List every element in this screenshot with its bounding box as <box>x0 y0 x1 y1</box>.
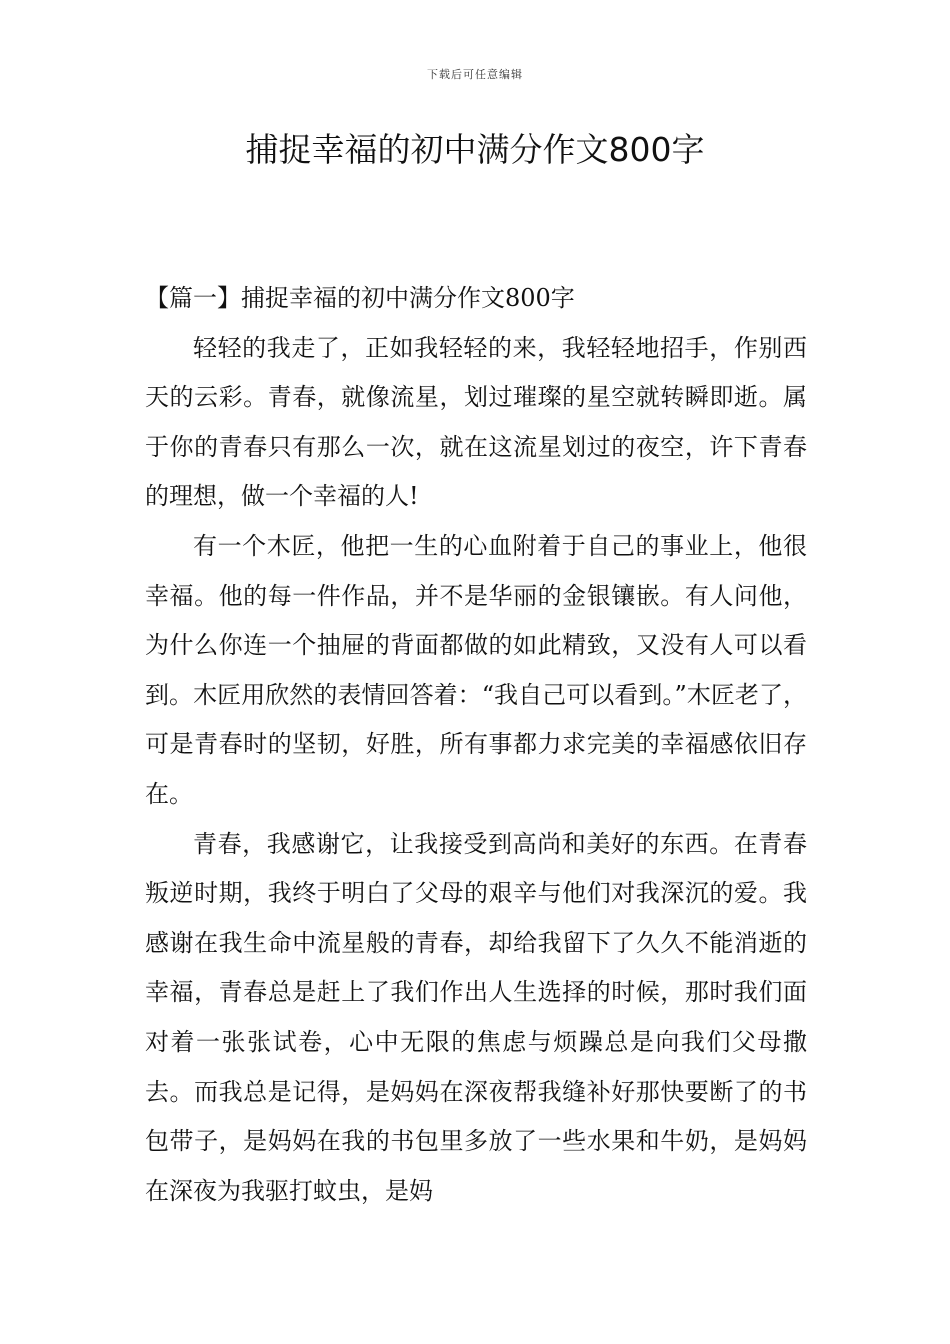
section-heading: 【篇一】捕捉幸福的初中满分作文800字 <box>145 284 575 312</box>
header-note: 下载后可任意编辑 <box>427 68 523 81</box>
document-body <box>145 274 807 1216</box>
paragraph: 有一个木匠，他把一生的心血附着于自己的事业上，他很幸福。他的每一件作品，并不是华丽的金银镶嵌。有人问他，为什么你连一个抽屉的背面都做的如此精致，又没有人可以看到。木匠用欣然的表情回答着：“我自己可以看到。”木匠老了，可是青春时的坚韧，好胜，所有事都力求完美的幸福感依旧存在。 <box>145 531 807 808</box>
document-title: 捕捉幸福的初中满分作文800字 <box>245 130 705 169</box>
paragraph: 轻轻的我走了，正如我轻轻的来，我轻轻地招手，作别西天的云彩。青春，就像流星，划过璀璨的星空就转瞬即逝。属于你的青春只有那么一次，就在这流星划过的夜空，许下青春的理想，做一个幸福的人! <box>145 333 807 511</box>
paragraph: 青春，我感谢它，让我接受到高尚和美好的东西。在青春叛逆时期，我终于明白了父母的艰辛与他们对我深沉的爱。我感谢在我生命中流星般的青春，却给我留下了久久不能消逝的幸福，青春总是赶上了我们作出人生选择的时候，那时我们面对着一张张试卷，心中无限的焦虑与烦躁总是向我们父母撒去。而我总是记得，是妈妈在深夜帮我缝补好那快要断了的书包带子，是妈妈在我的书包里多放了一些水果和牛奶，是妈妈在深夜为我驱打蚊虫，是妈 <box>145 829 807 1205</box>
